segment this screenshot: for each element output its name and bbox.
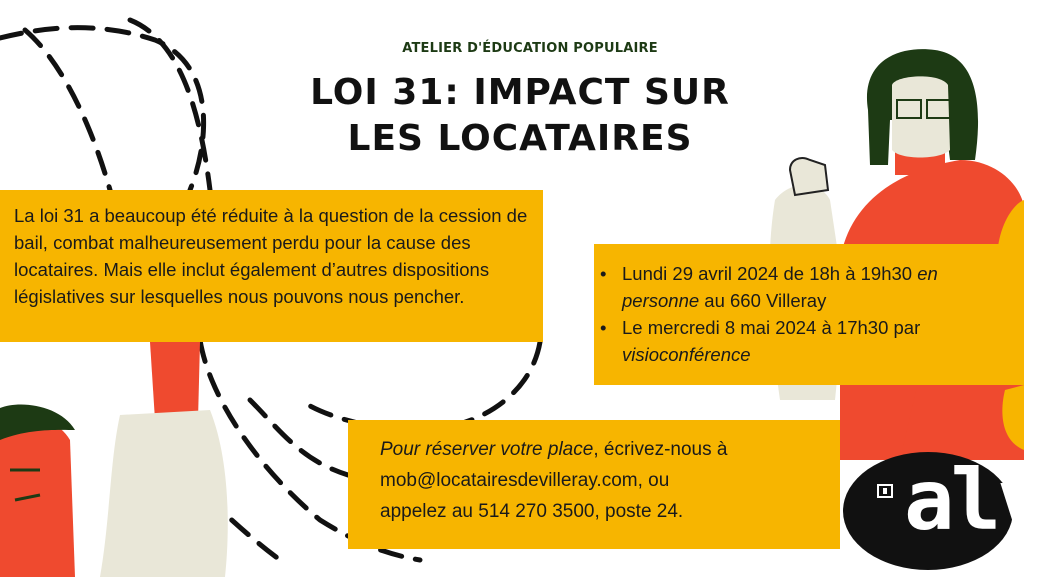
- session-mode: visioconférence: [622, 344, 751, 365]
- email-rest: , ou: [637, 470, 670, 491]
- intro-box: [0, 190, 543, 342]
- title-line-1: LOI 31: IMPACT SUR: [310, 72, 730, 113]
- sessions-list: [600, 260, 1014, 368]
- session-mode: en personne: [622, 263, 938, 311]
- contact-box: [348, 420, 840, 549]
- contact-line-2: [380, 465, 826, 496]
- workshop-kicker: ATELIER D'ÉDUCATION POPULAIRE: [402, 41, 658, 56]
- contact-line-1: [380, 434, 826, 465]
- email-link[interactable]: mob@locatairesdevilleray.com: [380, 470, 638, 491]
- title-line-2: LES LOCATAIRES: [347, 118, 693, 159]
- reserve-rest: , écrivez-nous à: [593, 439, 728, 460]
- logo-mark-icon: [877, 484, 893, 498]
- session-text: Le mercredi 8 mai 2024 à 17h30 par: [622, 317, 921, 338]
- intro-text: La loi 31 a beaucoup été réduite à la question de la cession de bail, combat malheureusement perdu pour la cause des locataires. Mais elle inclut également d’autres dispositions législatives sur lesquelles nous pouvons nous pencher.: [14, 205, 528, 307]
- page-title: [240, 70, 800, 162]
- phone-line: appelez au 514 270 3500, poste 24.: [380, 501, 684, 522]
- session-item: [600, 314, 1014, 368]
- session-location: au 660 Villeray: [699, 290, 827, 311]
- bullet-icon: •: [600, 317, 607, 338]
- session-item: [600, 260, 1014, 314]
- bullet-icon: •: [600, 263, 607, 284]
- logo: alv: [904, 451, 1044, 549]
- session-text: Lundi 29 avril 2024 de 18h à 19h30: [622, 263, 918, 284]
- reserve-lead: Pour réserver votre place: [380, 439, 594, 460]
- man-illustration: [0, 342, 228, 577]
- sessions-box: [594, 244, 1024, 385]
